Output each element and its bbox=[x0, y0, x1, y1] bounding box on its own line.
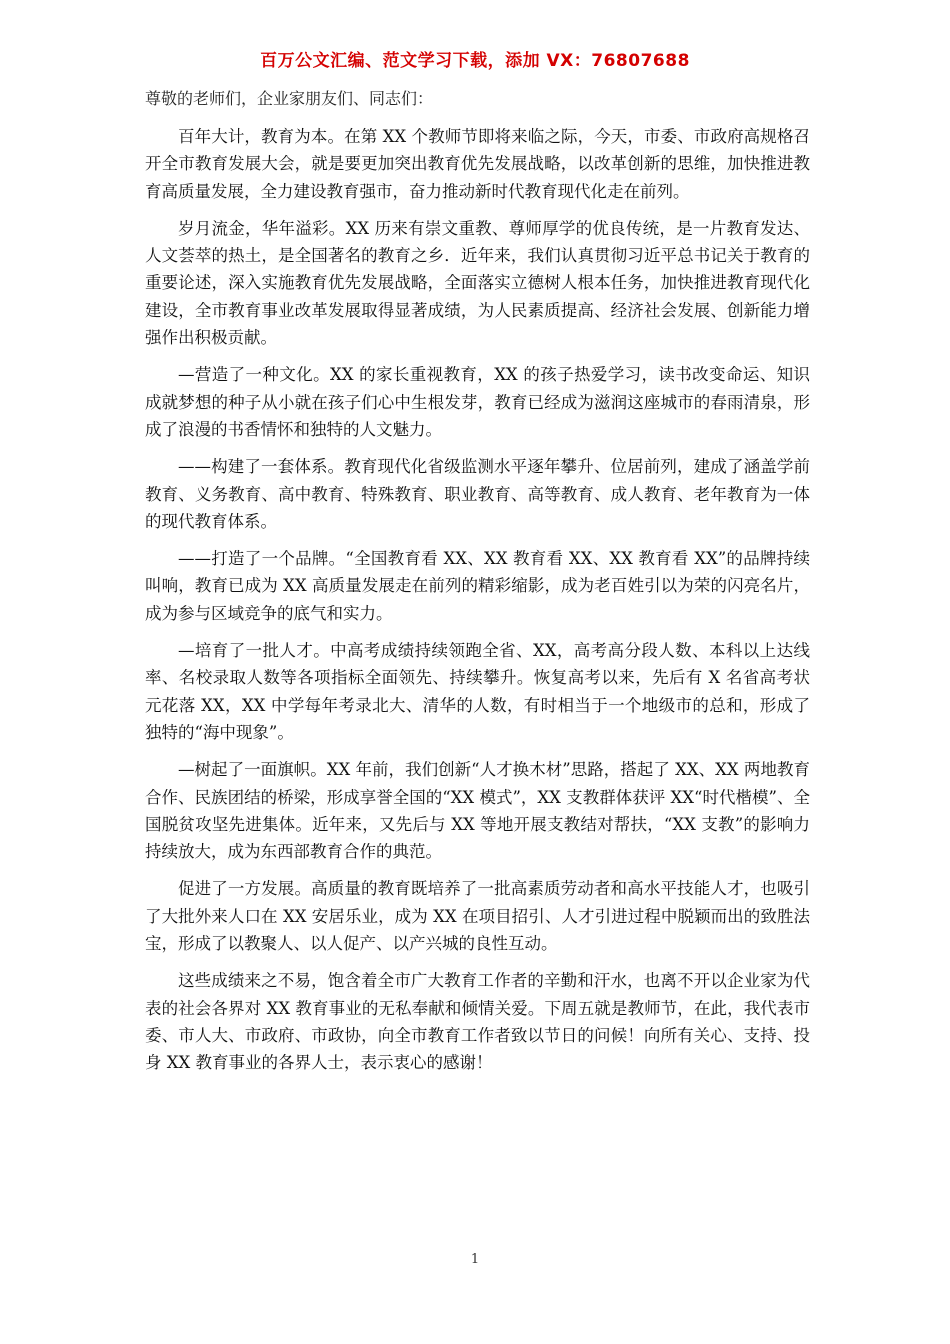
document-body bbox=[145, 86, 810, 1087]
paragraph: ——打造了一个品牌。“全国教育看 XX、XX 教育看 XX、XX 教育看 XX”的品牌持续叫响，教育已成为 XX 高质量发展走在前列的精彩缩影，成为老百姓引以为荣的闪亮名片，成为参与区域竞争的底气和实力。 bbox=[145, 549, 810, 623]
header-banner: 百万公文汇编、范文学习下载，添加 VX：76807688 bbox=[260, 51, 690, 71]
paragraph: 百年大计，教育为本。在第 XX 个教师节即将来临之际，今天，市委、市政府高规格召开全市教育发展大会，就是要更加突出教育优先发展战略，以改革创新的思维，加快推进教育高质量发展，全力建设教育强市，奋力推动新时代教育现代化走在前列。 bbox=[145, 127, 810, 201]
paragraph: 这些成绩来之不易，饱含着全市广大教育工作者的辛勤和汗水，也离不开以企业家为代表的社会各界对 XX 教育事业的无私奉献和倾情关爱。下周五就是教师节，在此，我代表市委、市人大、市政府、市政协，向全市教育工作者致以节日的问候！向所有关心、支持、投身 XX 教育事业的各界人士，表示衷心的感谢！ bbox=[145, 971, 810, 1073]
paragraph: 岁月流金，华年溢彩。XX 历来有崇文重教、尊师厚学的优良传统，是一片教育发达、人文荟萃的热土，是全国著名的教育之乡．近年来，我们认真贯彻习近平总书记关于教育的重要论述，深入实施教育优先发展战略，全面落实立德树人根本任务，加快推进教育现代化建设，全市教育事业改革发展取得显著成绩，为人民素质提高、经济社会发展、创新能力增强作出积极贡献。 bbox=[145, 218, 810, 348]
salutation: 尊敬的老师们，企业家朋友们、同志们： bbox=[145, 89, 434, 108]
page-number: 1 bbox=[470, 1252, 480, 1267]
paragraph: —营造了一种文化。XX 的家长重视教育，XX 的孩子热爱学习，读书改变命运、知识成就梦想的种子从小就在孩子们心中生根发芽，教育已经成为滋润这座城市的春雨清泉，形成了浪漫的书香情怀和独特的人文魅力。 bbox=[145, 365, 810, 439]
paragraph: —树起了一面旗帜。XX 年前，我们创新“人才换木材”思路，搭起了 XX、XX 两地教育合作、民族团结的桥梁，形成享誉全国的“XX 模式”，XX 支教群体获评 XX“时代楷模”、全国脱贫攻坚先进集体。近年来，又先后与 XX 等地开展支教结对帮扶，“XX 支教”的影响力持续放大，成为东西部教育合作的典范。 bbox=[145, 760, 810, 862]
paragraph: 促进了一方发展。高质量的教育既培养了一批高素质劳动者和高水平技能人才，也吸引了大批外来人口在 XX 安居乐业，成为 XX 在项目招引、人才引进过程中脱颖而出的致胜法宝，形成了以教聚人、以人促产、以产兴城的良性互动。 bbox=[145, 879, 810, 954]
paragraph: ——构建了一套体系。教育现代化省级监测水平逐年攀升、位居前列，建成了涵盖学前教育、义务教育、高中教育、特殊教育、职业教育、高等教育、成人教育、老年教育为一体的现代教育体系。 bbox=[145, 457, 810, 531]
paragraph: —培育了一批人才。中高考成绩持续领跑全省、XX，高考高分段人数、本科以上达线率、名校录取人数等各项指标全面领先、持续攀升。恢复高考以来，先后有 X 名省高考状元花落 XX，XX 中学每年考录北大、清华的人数，有时相当于一个地级市的总和，形成了独特的“海中现象”。 bbox=[145, 641, 810, 742]
